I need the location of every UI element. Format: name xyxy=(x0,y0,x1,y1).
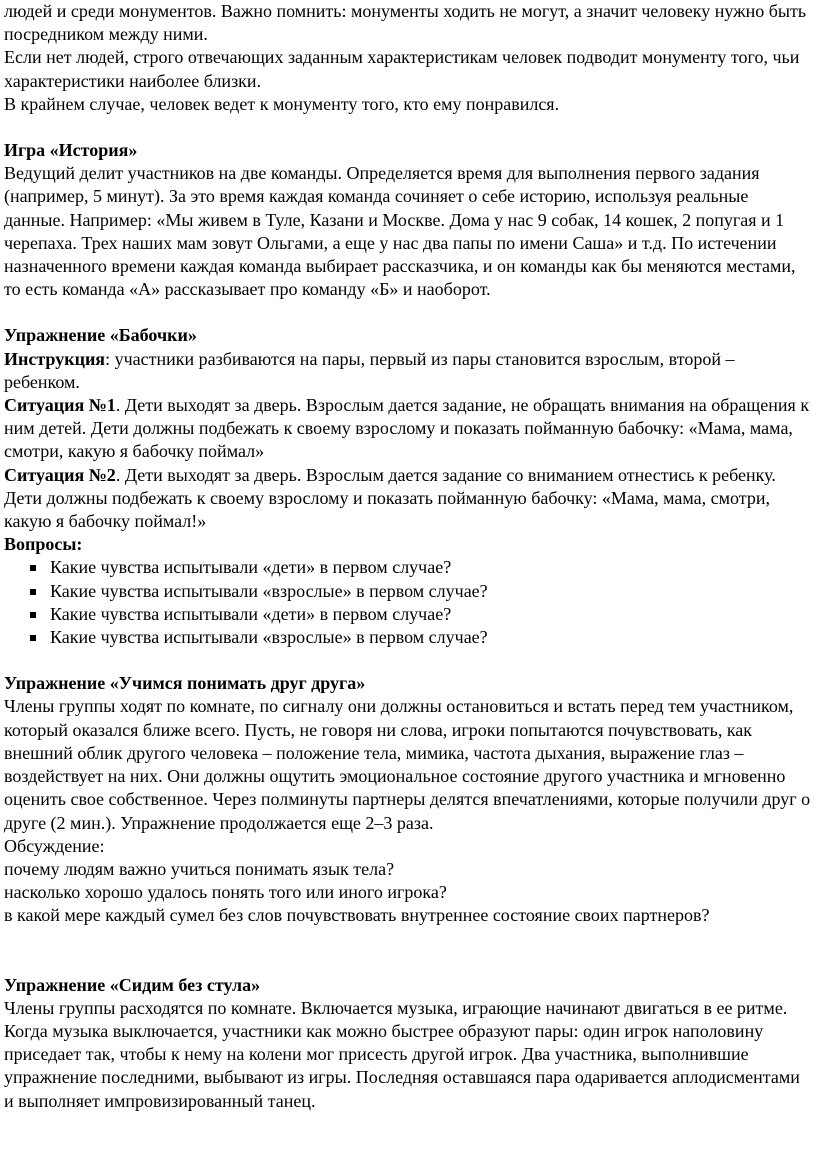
instruction-text: : участники разбиваются на пары, первый из пары становится взрослым, второй – ребенком. xyxy=(4,348,735,392)
understand-heading: Упражнение «Учимся понимать друг друга» xyxy=(4,673,366,694)
situation-1-label: Ситуация №1 xyxy=(4,395,116,416)
chair-heading: Упражнение «Сидим без стула» xyxy=(4,974,261,995)
list-item xyxy=(30,580,812,603)
discussion-item: в какой мере каждый сумел без слов почувствовать внутреннее состояние своих партнеров? xyxy=(4,905,710,926)
history-heading: Игра «История» xyxy=(4,140,138,161)
list-item xyxy=(30,603,812,626)
question-text: Какие чувства испытывали «дети» в первом случае? xyxy=(50,603,452,624)
question-text: Какие чувства испытывали «дети» в первом случае? xyxy=(50,557,452,578)
discussion-item: почему людям важно учиться понимать язык тела? xyxy=(4,858,395,879)
intro-paragraph-2: Если нет людей, строго отвечающих заданным характеристикам человек подводит монументу того, чьи характеристики наиболее близки. xyxy=(4,47,800,91)
discussion-label: Обсуждение: xyxy=(4,835,105,856)
butterflies-situation-2 xyxy=(4,464,812,534)
intro-paragraph-1: людей и среди монументов. Важно помнить: монументы ходить не могут, а значит человеку нужно быть посредником между ними. xyxy=(4,1,807,45)
square-bullet-icon xyxy=(30,612,36,618)
chair-paragraph: Члены группы расходятся по комнате. Включается музыка, играющие начинают двигаться в ее ритме. Когда музыка выключается, участники как можно быстрее образуют пары: один игрок наполовину приседает так, чтобы к нему на колени мог присесть другой игрок. Два участника, выполнившие упражнение последними, выбывают из игры. Последняя оставшаяся пара одаривается аплодисментами и выполняет импровизированный танец. xyxy=(4,997,800,1111)
history-paragraph: Ведущий делит участников на две команды. Определяется время для выполнения первого задания (например, 5 минут). За это время каждая команда сочиняет о себе историю, используя реальные данные. Например: «Мы живем в Туле, Казани и Москве. Дома у нас 9 собак, 14 кошек, 2 попугая и 1 черепаха. Трех наших мам зовут Ольгами, а еще у нас два папы по имени Саша» и т.д. По истечении назначенного времени каждая команда выбирает рассказчика, и он команды как бы меняются местами, то есть команда «А» рассказывает про команду «Б» и наоборот. xyxy=(4,163,796,300)
question-text: Какие чувства испытывали «взрослые» в первом случае? xyxy=(50,580,488,601)
list-item xyxy=(30,556,812,579)
square-bullet-icon xyxy=(30,635,36,641)
situation-2-text: . Дети выходят за дверь. Взрослым дается задание со вниманием отнестись к ребенку. Дети должны подбежать к своему взрослому и показать пойманную бабочку: «Мама, мама, смотри, какую я бабочку поймал!» xyxy=(4,464,776,532)
intro-paragraph-3: В крайнем случае, человек ведет к монументу того, кто ему понравился. xyxy=(4,93,560,114)
situation-2-label: Ситуация №2 xyxy=(4,464,116,485)
questions-list xyxy=(4,556,812,649)
questions-label: Вопросы: xyxy=(4,534,83,555)
discussion-item: насколько хорошо удалось понять того или иного игрока? xyxy=(4,882,447,903)
document-page xyxy=(4,0,812,1113)
butterflies-heading: Упражнение «Бабочки» xyxy=(4,325,197,346)
list-item xyxy=(30,626,812,649)
question-text: Какие чувства испытывали «взрослые» в первом случае? xyxy=(50,627,488,648)
square-bullet-icon xyxy=(30,589,36,595)
instruction-label: Инструкция xyxy=(4,348,106,369)
butterflies-situation-1 xyxy=(4,394,812,464)
understand-paragraph: Члены группы ходят по комнате, по сигналу они должны остановиться и встать перед тем участником, который оказался ближе всего. Пусть, не говоря ни слова, игроки попытаются почувствовать, как внешний облик другого человека – положение тела, мимика, частота дыхания, выражение глаз – воздействует на них. Они должны ощутить эмоциональное состояние другого участника и мгновенно оценить свое собственное. Через полминуты партнеры делятся впечатлениями, которые получили друг о друге (2 мин.). Упражнение продолжается еще 2–3 раза. xyxy=(4,696,811,833)
square-bullet-icon xyxy=(30,565,36,571)
butterflies-instruction xyxy=(4,348,812,394)
situation-1-text: . Дети выходят за дверь. Взрослым дается задание, не обращать внимания на обращения к ним детей. Дети должны подбежать к своему взрослому и показать пойманную бабочку: «Мама, мама, смотри, какую я бабочку поймал» xyxy=(4,395,810,462)
